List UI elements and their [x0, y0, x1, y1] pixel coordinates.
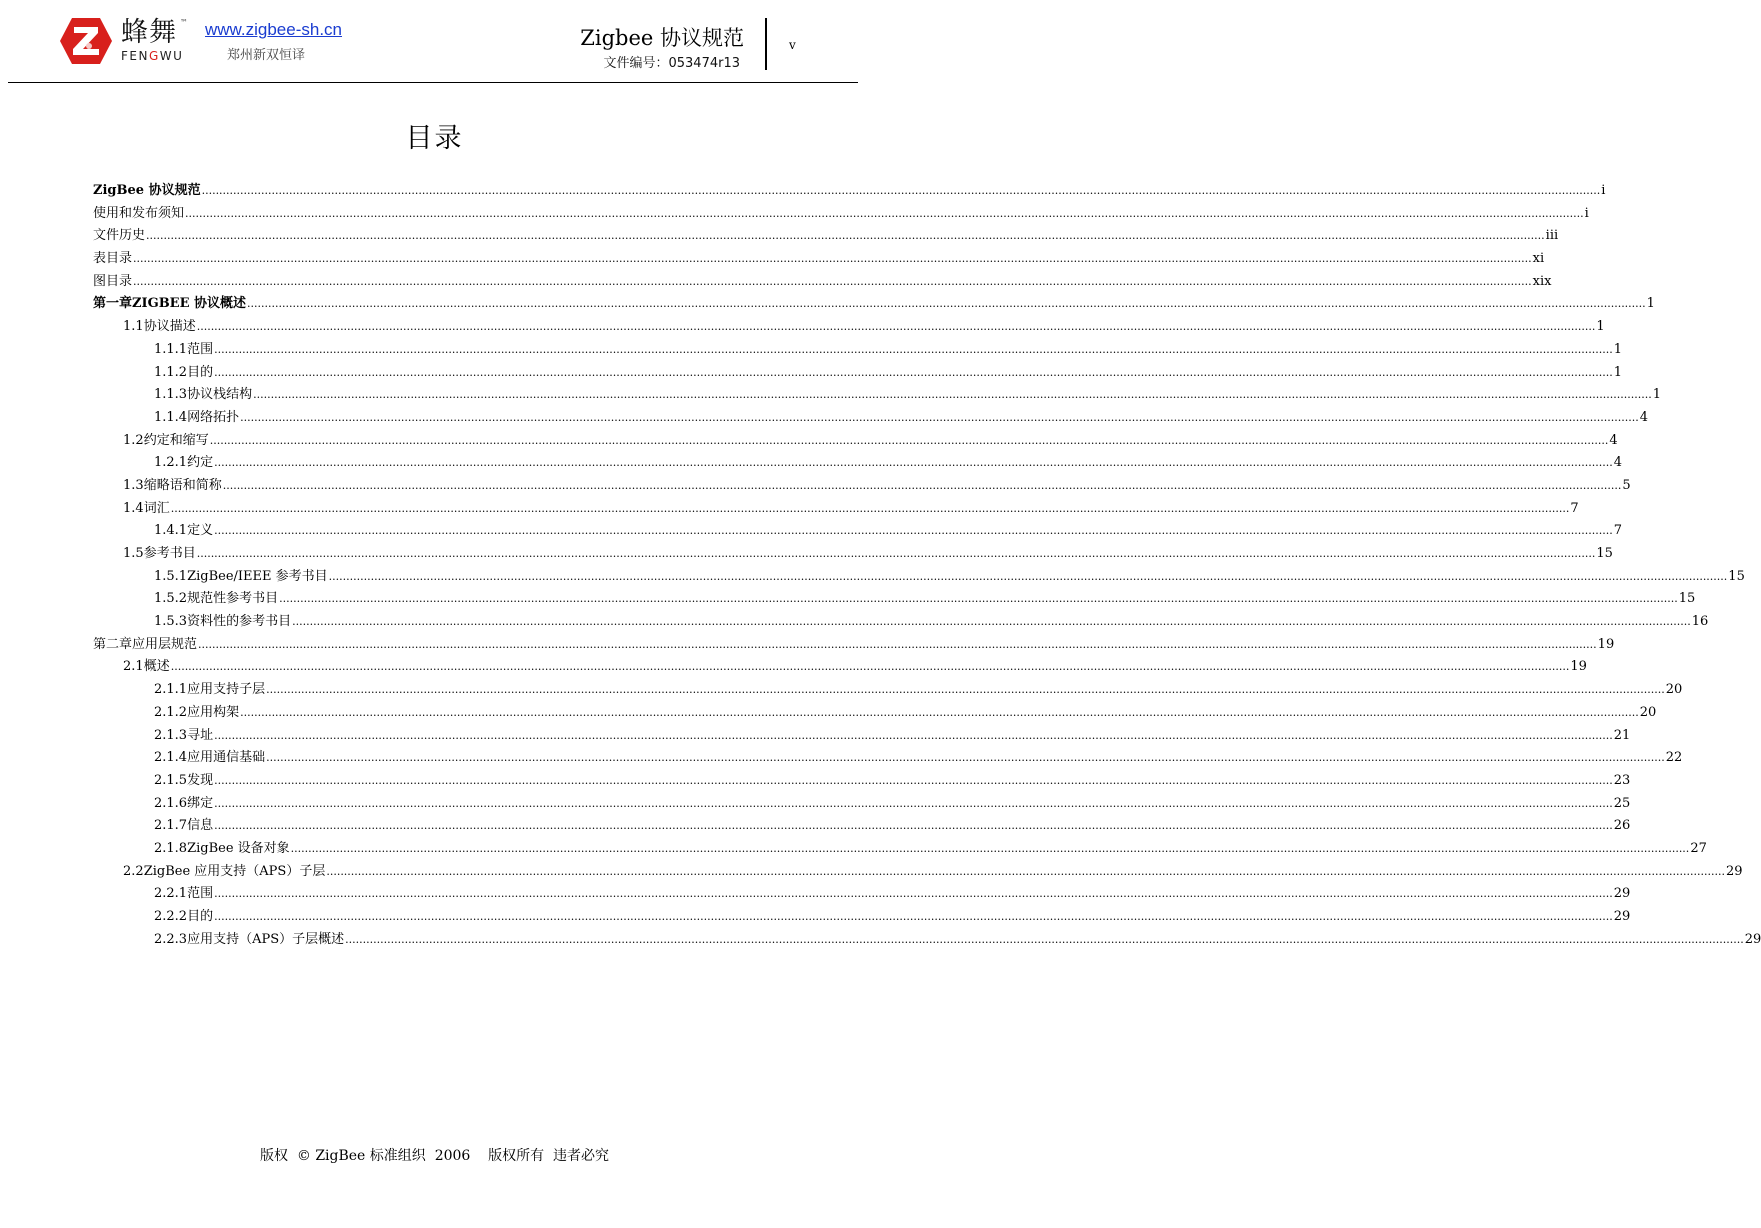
toc-entry-page: 22 — [1665, 750, 1683, 766]
toc-entry-page: 26 — [1613, 818, 1631, 834]
toc-dot-leader: ................................................................................................................................................................................................................................................................................................................................................................................................................ — [345, 932, 1744, 946]
toc-entry[interactable] — [93, 407, 1649, 430]
toc-entry-page: 1 — [1613, 341, 1623, 357]
toc-entry[interactable] — [93, 906, 1631, 929]
toc-entry-label: ZigBee 协议规范 — [93, 183, 201, 198]
toc-entry[interactable] — [93, 339, 1623, 362]
toc-entry-page: 21 — [1613, 727, 1631, 743]
toc-entry[interactable] — [93, 838, 1707, 861]
toc-entry-page: 15 — [1596, 546, 1613, 561]
toc-entry-label: 约定和缩写 — [143, 432, 209, 448]
toc-entry-number: 2.1.2 — [154, 704, 188, 720]
toc-entry[interactable] — [93, 883, 1631, 906]
toc-dot-leader: ................................................................................................................................................................................................................................................................................................................................................................................................................ — [253, 388, 1652, 402]
page-header — [0, 0, 869, 90]
toc-entry-page: 27 — [1690, 840, 1707, 856]
toc-dot-leader: ................................................................................................................................................................................................................................................................................................................................................................................................................ — [240, 410, 1639, 424]
toc-entry[interactable] — [93, 362, 1623, 385]
toc-dot-leader: ................................................................................................................................................................................................................................................................................................................................................................................................................ — [133, 252, 1532, 266]
toc-entry-label: 发现 — [187, 772, 214, 788]
toc-dot-leader: ................................................................................................................................................................................................................................................................................................................................................................................................................ — [209, 433, 1609, 447]
toc-entry-label: 应用支持（APS）子层概述 — [187, 931, 345, 947]
toc-entry-number: 1.1 — [123, 319, 144, 335]
toc-entry-page: 15 — [1678, 591, 1696, 607]
toc-entry-number: 1.5.1 — [154, 568, 188, 584]
toc-entry-page: 29 — [1613, 909, 1631, 924]
brand-en-red-letter: G — [148, 49, 160, 63]
toc-entry-page: 4 — [1609, 432, 1618, 448]
toc-entry-page: 5 — [1622, 477, 1631, 493]
toc-dot-leader: ................................................................................................................................................................................................................................................................................................................................................................................................................ — [326, 864, 1725, 878]
toc-entry-page: 19 — [1597, 636, 1615, 652]
toc-entry-label: 寻址 — [187, 727, 214, 743]
toc-entry-page: 1 — [1613, 364, 1623, 380]
toc-entry-number: 2.2 — [123, 863, 144, 879]
toc-entry[interactable] — [93, 475, 1631, 498]
toc-entry-number: 2.2.3 — [154, 931, 188, 947]
document-title: Zigbee 协议规范 — [580, 26, 744, 50]
toc-dot-leader: ................................................................................................................................................................................................................................................................................................................................................................................................................ — [266, 683, 1665, 697]
toc-entry-label: 绑定 — [187, 795, 214, 811]
toc-entry-label: 规范性参考书目 — [187, 591, 279, 607]
toc-dot-leader: ................................................................................................................................................................................................................................................................................................................................................................................................................ — [214, 887, 1613, 901]
toc-entry[interactable] — [93, 566, 1745, 589]
toc-entry-page: 1 — [1646, 296, 1655, 312]
toc-entry-page: 19 — [1570, 659, 1587, 675]
toc-entry[interactable] — [93, 702, 1657, 725]
header-divider-vertical — [765, 18, 767, 70]
toc-entry-number: 1.1.3 — [154, 387, 188, 403]
toc-dot-leader: ................................................................................................................................................................................................................................................................................................................................................................................................................ — [292, 615, 1691, 629]
toc-entry-page: i — [1601, 183, 1606, 198]
copyright-footer: 版权 © ZigBee 标准组织 2006 版权所有 违者必究 — [259, 1148, 610, 1164]
toc-entry-page: 23 — [1613, 772, 1631, 788]
toc-dot-leader: ................................................................................................................................................................................................................................................................................................................................................................................................................ — [279, 592, 1678, 606]
toc-entry[interactable] — [93, 770, 1631, 793]
toc-entry-label: 应用构架 — [187, 704, 240, 720]
toc-entry-page: 1 — [1596, 319, 1605, 335]
toc-dot-leader: ................................................................................................................................................................................................................................................................................................................................................................................................................ — [247, 297, 1646, 311]
toc-entry[interactable] — [93, 611, 1709, 634]
page-number: v — [789, 38, 796, 52]
trademark-mark: ™ — [180, 18, 188, 27]
toc-dot-leader: ................................................................................................................................................................................................................................................................................................................................................................................................................ — [328, 569, 1728, 583]
toc-dot-leader: ................................................................................................................................................................................................................................................................................................................................................................................................................ — [201, 184, 1601, 197]
toc-entry-page: 16 — [1691, 614, 1709, 630]
toc-entry[interactable] — [93, 929, 1761, 952]
toc-entry-page: 20 — [1665, 682, 1683, 698]
toc-entry-label: 目的 — [187, 364, 214, 380]
toc-entry-number: 2.1.3 — [154, 727, 188, 743]
toc-entry-label: 协议描述 — [143, 319, 196, 335]
website-link[interactable]: www.zigbee-sh.cn — [205, 20, 343, 39]
toc-entry[interactable] — [93, 543, 1613, 566]
toc-entry-label: 词汇 — [143, 500, 170, 516]
toc-entry-label: 约定 — [187, 455, 214, 471]
toc-entry-page: 4 — [1613, 455, 1623, 471]
toc-entry-number: 2.1.1 — [154, 682, 188, 698]
toc-entry-number: 2.1.4 — [154, 750, 188, 766]
toc-entry-number: 2.1.8 — [154, 840, 188, 856]
toc-dot-leader: ................................................................................................................................................................................................................................................................................................................................................................................................................ — [196, 547, 1596, 560]
toc-entry-number: 2.1 — [123, 659, 144, 675]
document-number: 文件编号：053474r13 — [603, 56, 740, 71]
toc-entry-page: 4 — [1639, 409, 1649, 425]
toc-dot-leader: ................................................................................................................................................................................................................................................................................................................................................................................................................ — [214, 910, 1613, 923]
toc-dot-leader: ................................................................................................................................................................................................................................................................................................................................................................................................................ — [214, 773, 1613, 787]
toc-dot-leader: ................................................................................................................................................................................................................................................................................................................................................................................................................ — [222, 478, 1622, 492]
brand-en-suffix: WU — [159, 49, 184, 63]
toc-entry-page: 25 — [1613, 795, 1631, 811]
toc-entry-page: 15 — [1728, 568, 1745, 584]
toc-entry-number: 1.3 — [123, 477, 144, 493]
toc-dot-leader: ................................................................................................................................................................................................................................................................................................................................................................................................................ — [290, 841, 1690, 855]
toc-entry-number: 1.2.1 — [154, 455, 188, 471]
toc-entry[interactable] — [93, 452, 1623, 475]
toc-entry[interactable] — [93, 679, 1683, 702]
toc-entry-label: 目的 — [187, 909, 214, 924]
toc-entry[interactable] — [93, 271, 1552, 294]
toc-entry[interactable] — [93, 747, 1683, 770]
toc-entry-number: 第一章 — [93, 296, 133, 312]
brand-en-prefix: FEN — [121, 49, 149, 63]
toc-entry-label: ZigBee 应用支持（APS）子层 — [143, 863, 326, 879]
translator-name: 郑州新双恒译 — [227, 48, 306, 63]
toc-entry-label: 信息 — [187, 818, 214, 834]
toc-entry[interactable] — [93, 225, 1559, 248]
toc-entry-label: ZigBee 设备对象 — [187, 840, 290, 856]
toc-dot-leader: ................................................................................................................................................................................................................................................................................................................................................................................................................ — [170, 660, 1570, 674]
toc-entry[interactable] — [93, 498, 1579, 521]
toc-entry-label: 缩略语和简称 — [143, 477, 222, 493]
toc-entry-number: 2.2.2 — [154, 909, 188, 924]
toc-entry-label: 表目录 — [93, 251, 133, 267]
toc-entry-page: 29 — [1744, 931, 1761, 947]
toc-entry-page: 29 — [1725, 863, 1743, 879]
toc-entry-label: 概述 — [143, 659, 170, 675]
toc-entry-page: 7 — [1570, 500, 1579, 516]
toc-entry-label: 网络拓扑 — [187, 409, 240, 425]
toc-entry-number: 1.5 — [123, 546, 144, 561]
toc-entry-label: 定义 — [187, 523, 214, 539]
toc-dot-leader: ................................................................................................................................................................................................................................................................................................................................................................................................................ — [240, 705, 1639, 719]
toc-entry-label: 使用和发布须知 — [93, 205, 185, 221]
toc-entry-number: 1.1.2 — [154, 364, 188, 380]
toc-entry-label: 范围 — [187, 341, 214, 357]
zigbee-z-logo-icon — [58, 16, 114, 66]
toc-entry-number: 1.4 — [123, 500, 144, 516]
toc-dot-leader: ................................................................................................................................................................................................................................................................................................................................................................................................................ — [214, 365, 1613, 379]
toc-entry[interactable] — [93, 793, 1631, 816]
toc-entry-label: 参考书目 — [143, 546, 196, 561]
toc-dot-leader: ................................................................................................................................................................................................................................................................................................................................................................................................................ — [214, 524, 1613, 538]
toc-heading: 目录 — [405, 123, 464, 154]
toc-entry-number: 1.1.4 — [154, 409, 188, 425]
toc-entry-page: 29 — [1613, 886, 1631, 902]
brand-name-cn: 蜂舞 — [121, 17, 177, 48]
toc-entry[interactable] — [93, 588, 1696, 611]
toc-entry-number: 2.1.7 — [154, 818, 188, 834]
toc-entry-number: 2.2.1 — [154, 886, 188, 902]
toc-dot-leader: ................................................................................................................................................................................................................................................................................................................................................................................................................ — [170, 501, 1570, 515]
toc-entry-page: 7 — [1613, 523, 1623, 539]
toc-dot-leader: ................................................................................................................................................................................................................................................................................................................................................................................................................ — [266, 751, 1665, 765]
toc-entry-label: 资料性的参考书目 — [187, 614, 292, 630]
toc-entry[interactable] — [93, 430, 1618, 453]
toc-entry[interactable] — [93, 520, 1623, 543]
brand-name-en — [121, 49, 183, 63]
toc-dot-leader: ................................................................................................................................................................................................................................................................................................................................................................................................................ — [214, 456, 1613, 470]
toc-dot-leader: ................................................................................................................................................................................................................................................................................................................................................................................................................ — [146, 229, 1545, 243]
header-divider — [8, 82, 858, 83]
toc-entry[interactable] — [93, 725, 1631, 748]
toc-entry[interactable] — [93, 248, 1545, 271]
toc-entry-page: xix — [1532, 273, 1552, 289]
toc-entry-label: ZigBee/IEEE 参考书目 — [187, 568, 328, 584]
toc-dot-leader: ................................................................................................................................................................................................................................................................................................................................................................................................................ — [198, 637, 1597, 651]
toc-entry[interactable] — [93, 180, 1606, 203]
toc-dot-leader: ................................................................................................................................................................................................................................................................................................................................................................................................................ — [214, 342, 1613, 356]
toc-entry[interactable] — [93, 384, 1662, 407]
toc-entry-number: 2.1.5 — [154, 772, 188, 788]
toc-entry-label: 应用通信基础 — [187, 750, 266, 766]
toc-entry-number: 1.5.3 — [154, 614, 188, 630]
toc-entry[interactable] — [93, 634, 1615, 657]
toc-entry[interactable] — [93, 656, 1587, 679]
fengwu-logo — [58, 16, 188, 68]
toc-entry-page: iii — [1545, 228, 1559, 244]
toc-entry-number: 2.1.6 — [154, 795, 188, 811]
toc-entry-number: 1.1.1 — [154, 341, 188, 357]
toc-entry-number: 1.2 — [123, 432, 144, 448]
toc-entry[interactable] — [93, 203, 1589, 226]
toc-entry-number: 1.4.1 — [154, 523, 188, 539]
toc-dot-leader: ................................................................................................................................................................................................................................................................................................................................................................................................................ — [185, 206, 1584, 220]
toc-entry-number: 第二章 — [93, 636, 133, 652]
toc-entry-label: 文件历史 — [93, 228, 146, 244]
toc-dot-leader: ................................................................................................................................................................................................................................................................................................................................................................................................................ — [196, 320, 1596, 334]
toc-entry-label: ZIGBEE 协议概述 — [132, 296, 247, 312]
toc-entry-number: 1.5.2 — [154, 591, 188, 607]
toc-dot-leader: ................................................................................................................................................................................................................................................................................................................................................................................................................ — [133, 274, 1532, 288]
toc-entry-label: 范围 — [187, 886, 214, 902]
toc-dot-leader: ................................................................................................................................................................................................................................................................................................................................................................................................................ — [214, 728, 1613, 742]
table-of-contents — [93, 180, 1761, 951]
toc-entry-page: i — [1584, 205, 1589, 221]
toc-entry-label: 应用层规范 — [132, 636, 198, 652]
toc-entry[interactable] — [93, 316, 1605, 339]
toc-entry[interactable] — [93, 861, 1743, 884]
toc-entry[interactable] — [93, 293, 1655, 316]
toc-entry-label: 图目录 — [93, 273, 133, 289]
toc-entry[interactable] — [93, 815, 1631, 838]
toc-entry-page: xi — [1532, 251, 1545, 267]
toc-dot-leader: ................................................................................................................................................................................................................................................................................................................................................................................................................ — [214, 796, 1613, 810]
toc-entry-page: 1 — [1652, 387, 1662, 403]
toc-entry-label: 协议栈结构 — [187, 387, 253, 403]
toc-entry-page: 20 — [1639, 704, 1657, 720]
toc-dot-leader: ................................................................................................................................................................................................................................................................................................................................................................................................................ — [214, 819, 1613, 833]
toc-entry-label: 应用支持子层 — [187, 682, 266, 698]
